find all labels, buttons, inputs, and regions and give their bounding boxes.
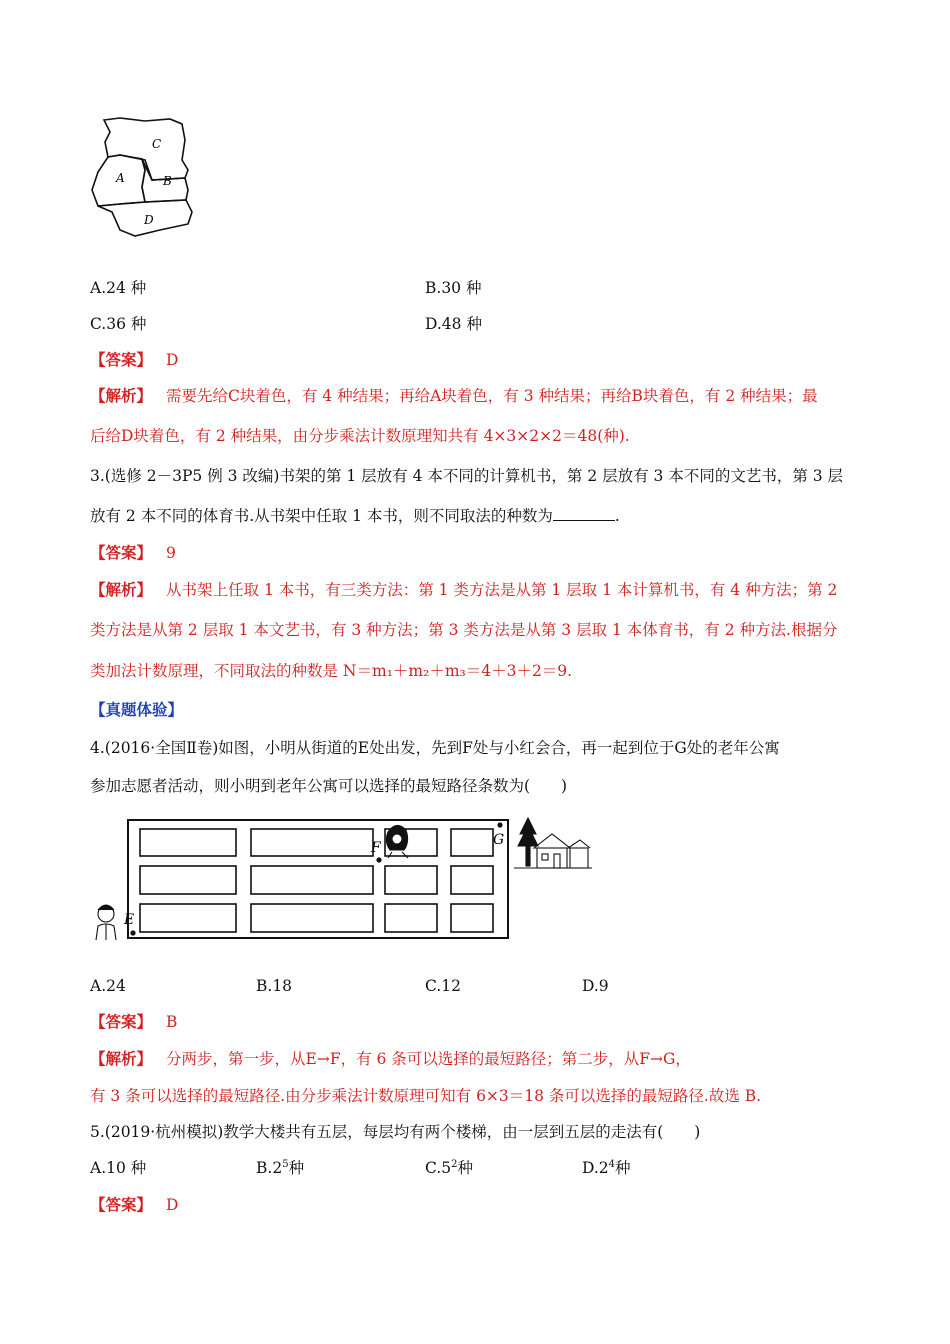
region-map-figure: [90, 112, 200, 242]
region-a-label: A: [116, 171, 125, 185]
region-c-label: C: [152, 137, 162, 151]
option-base: C.5: [425, 1159, 452, 1177]
street-grid-figure: [90, 812, 600, 947]
analysis-tag: 【解析】: [90, 386, 153, 405]
block: [140, 904, 236, 932]
q3-answer-line: [90, 543, 176, 563]
q3-analysis-line-1: [90, 580, 837, 600]
block: [385, 866, 437, 894]
analysis-text: 分两步，第一步，从E→F，有 6 条可以选择的最短路径；第二步，从F→G，: [166, 1050, 691, 1068]
q4-option-d: D.9: [582, 977, 609, 995]
block: [251, 829, 373, 856]
girl-xiaohong-icon: [386, 825, 408, 858]
answer-blank: [553, 506, 615, 521]
q3-stem-text: 放有 2 本不同的体育书.从书架中任取 1 本书，则不同取法的种数为: [90, 507, 553, 525]
q3-analysis-line-2: 类方法是从第 2 层取 1 本文艺书，有 3 种方法；第 3 类方法是从第 3 层取 1 本体育书，有 2 种方法.根据分: [90, 621, 838, 639]
option-unit: 种: [615, 1159, 631, 1177]
point-g: [497, 822, 502, 827]
label-e: E: [124, 912, 135, 928]
block: [451, 866, 493, 894]
block: [251, 866, 373, 894]
block: [140, 866, 236, 894]
block: [451, 829, 493, 856]
q4-stem-line-1: 4.(2016·全国Ⅱ卷)如图，小明从街道的E处出发，先到F处与小红会合，再一起到位于G处的老年公寓: [90, 739, 780, 757]
q5-option-c: [425, 1158, 473, 1178]
q3-analysis-line-3: 类加法计数原理，不同取法的种数是 N＝m₁＋m₂＋m₃＝4＋3＋2＝9.: [90, 662, 573, 680]
answer-tag: 【答案】: [90, 1195, 153, 1214]
q4-option-a: A.24: [90, 977, 126, 995]
analysis-text: 从书架上任取 1 本书，有三类方法：第 1 类方法是从第 1 层取 1 本计算机书，有 4 种方法；第 2: [166, 581, 838, 599]
boy-xiaoming-icon: [96, 905, 116, 940]
block: [251, 904, 373, 932]
city-blocks: [140, 829, 493, 932]
region-b-label: B: [163, 174, 172, 188]
section-title: 【真题体验】: [90, 700, 184, 719]
q5-answer-line: [90, 1195, 178, 1215]
block: [140, 829, 236, 856]
q4-analysis-line-2: 有 3 条可以选择的最短路径.由分步乘法计数原理可知有 6×3＝18 条可以选择的最短路径.故选 B.: [90, 1087, 762, 1105]
option-exponent: 5: [282, 1158, 289, 1170]
label-f: F: [371, 840, 381, 856]
option-base: B.2: [256, 1159, 283, 1177]
q5-stem: 5.(2019·杭州模拟)教学大楼共有五层，每层均有两个楼梯，由一层到五层的走法有( ): [90, 1123, 701, 1141]
option-exponent: 4: [608, 1158, 616, 1170]
point-e: [130, 930, 135, 935]
q4-option-b: B.18: [256, 977, 293, 995]
q3-stem-line-2: [90, 506, 620, 526]
region-d-label: D: [144, 213, 154, 227]
q5-option-b: [256, 1158, 304, 1178]
q3-stem-line-1: 3.(选修 2－3P5 例 3 改编)书架的第 1 层放有 4 本不同的计算机书，第 2 层放有 3 本不同的文艺书，第 3 层: [90, 467, 844, 485]
block: [385, 904, 437, 932]
answer-tag: 【答案】: [90, 543, 153, 562]
q4-answer-line: [90, 1012, 177, 1032]
q2-option-d: D.48 种: [425, 315, 482, 333]
q3-stem-end: .: [614, 507, 620, 525]
answer-tag: 【答案】: [90, 1012, 153, 1031]
answer-value: 9: [166, 544, 176, 562]
q4-stem-line-2: 参加志愿者活动，则小明到老年公寓可以选择的最短路径条数为( ): [90, 777, 568, 795]
q5-option-a: A.10 种: [90, 1159, 147, 1177]
answer-tag: 【答案】: [90, 350, 153, 369]
q2-analysis-line-2: 后给D块着色，有 2 种结果，由分步乘法计数原理知共有 4×3×2×2＝48(种).: [90, 427, 630, 445]
q5-option-d: [582, 1158, 631, 1178]
answer-value: D: [166, 1196, 179, 1214]
option-base: D.2: [582, 1159, 609, 1177]
answer-value: D: [166, 351, 179, 369]
q2-answer-line: [90, 350, 178, 370]
q4-option-c: C.12: [425, 977, 461, 995]
q2-option-b: B.30 种: [425, 279, 482, 297]
answer-value: B: [166, 1013, 178, 1031]
block: [451, 904, 493, 932]
label-g: G: [493, 832, 505, 848]
analysis-tag: 【解析】: [90, 1049, 153, 1068]
option-unit: 种: [288, 1159, 305, 1177]
q2-option-c: C.36 种: [90, 315, 147, 333]
q4-analysis-line-1: [90, 1049, 691, 1069]
analysis-tag: 【解析】: [90, 580, 153, 599]
q2-analysis-line-1: [90, 386, 818, 406]
analysis-text: 需要先给C块着色，有 4 种结果；再给A块着色，有 3 种结果；再给B块着色，有 2 种结果；最: [166, 387, 818, 405]
senior-apartment-icon: [514, 818, 592, 868]
q2-option-a: A.24 种: [90, 279, 147, 297]
point-f: [376, 857, 381, 862]
option-exponent: 2: [451, 1158, 458, 1170]
option-unit: 种: [457, 1159, 473, 1177]
